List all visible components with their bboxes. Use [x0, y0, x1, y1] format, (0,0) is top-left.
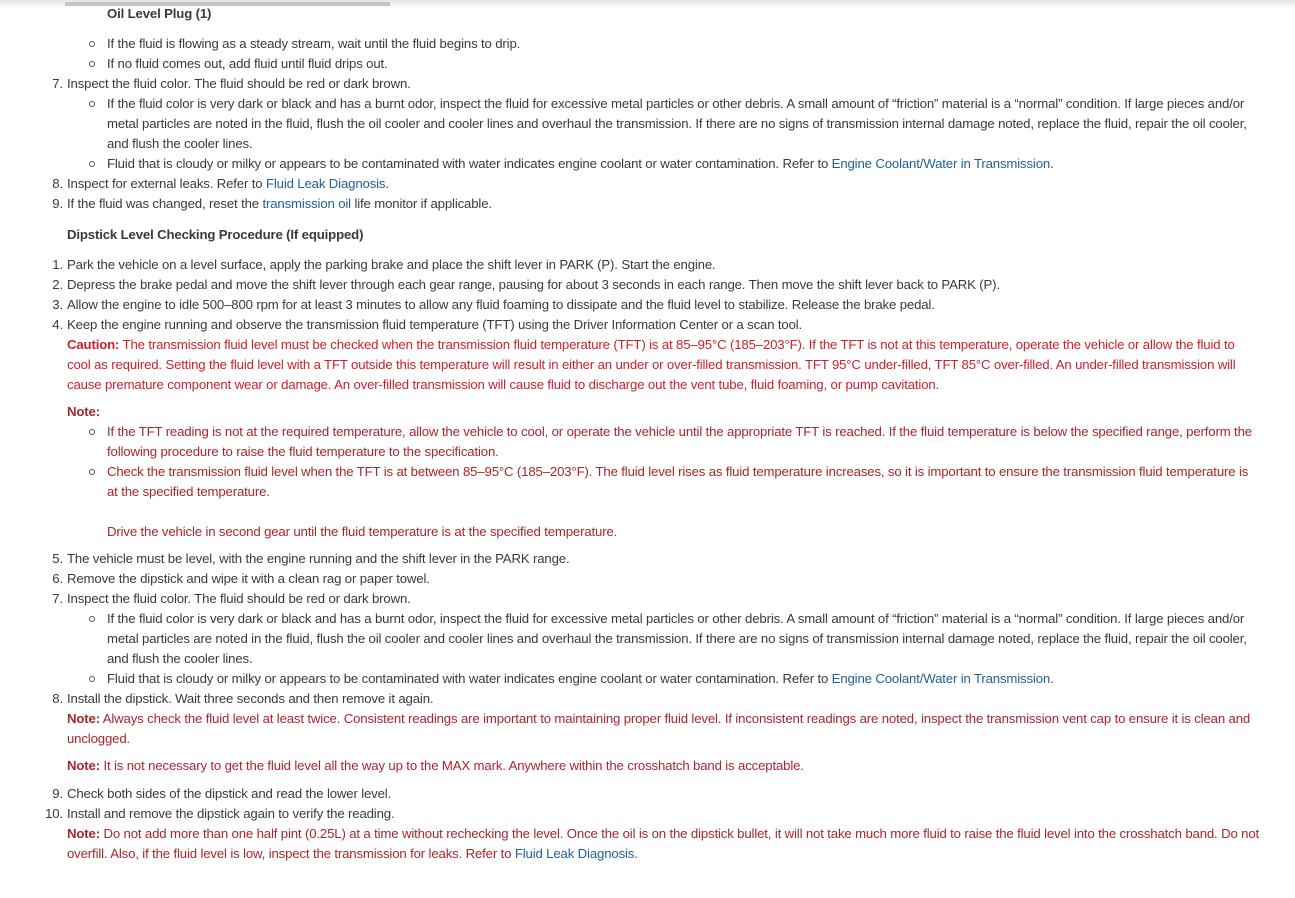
- step-text: Install the dipstick. Wait three seconds and then remove it again.: [67, 691, 434, 706]
- step-number: 10.: [45, 806, 63, 821]
- note-label: Note:: [67, 404, 100, 419]
- step-text: life monitor if applicable.: [350, 196, 492, 211]
- list-item: Fluid that is cloudy or milky or appears to be contaminated with water indicates engine coolant or water contamination. Refer to Engine Coolant/Water in Transmission.: [0, 154, 1260, 174]
- step-7: [0, 74, 1260, 94]
- transmission-oil-link[interactable]: transmission oil: [262, 196, 351, 211]
- list-item: If the fluid color is very dark or black and has a burnt odor, inspect the fluid for excessive metal particles or other debris. A small amount of “friction” material is a “normal” condition. If large pieces and/or metal particles are noted in the fluid, flush the oil cooler and cooler lines and overhaul the transmission. If there are no signs of transmission internal damage noted, replace the fluid, repair the oil cooler, and flush the cooler lines.: [0, 609, 1260, 669]
- note-label: Note:: [67, 826, 100, 841]
- step-10: [0, 804, 1260, 824]
- step-text: If the fluid was changed, reset the: [67, 196, 263, 211]
- step-text: Install and remove the dipstick again to verify the reading.: [67, 806, 395, 821]
- step-number: 8.: [52, 691, 63, 706]
- list-item: If the fluid color is very dark or black and has a burnt odor, inspect the fluid for excessive metal particles or other debris. A small amount of “friction” material is a “normal” condition. If large pieces and/or metal particles are noted in the fluid, flush the oil cooler and cooler lines and overhaul the transmission. If there are no signs of transmission internal damage noted, replace the fluid, repair the oil cooler, and flush the cooler lines.: [0, 94, 1260, 154]
- step-1: [0, 255, 1260, 275]
- engine-coolant-link[interactable]: Engine Coolant/Water in Transmission: [831, 671, 1051, 686]
- section-heading: Dipstick Level Checking Procedure (If equipped): [67, 227, 364, 242]
- list-item: Fluid that is cloudy or milky or appears to be contaminated with water indicates engine coolant or water contamination. Refer to Engine Coolant/Water in Transmission.: [0, 669, 1260, 689]
- note-text: It is not necessary to get the fluid level all the way up to the MAX mark. Anywhere within the crosshatch band is acceptable.: [99, 758, 804, 773]
- fluid-leak-diagnosis-link[interactable]: Fluid Leak Diagnosis: [265, 176, 386, 191]
- step-number: 6.: [52, 571, 63, 586]
- step-text: Check both sides of the dipstick and read the lower level.: [67, 786, 392, 801]
- step-5: [0, 549, 1260, 569]
- step-number: 8.: [52, 176, 63, 191]
- note-text: Check the transmission fluid level when the TFT is at between 85–95°C (185–203°F). The fluid level rises as fluid temperature increases, so it is important to ensure the transmission fluid temperature is at the specified temperature.: [107, 464, 1249, 499]
- step-4: [0, 315, 1260, 335]
- note-label: Note:: [67, 758, 100, 773]
- step-number: 9.: [52, 786, 63, 801]
- step-text: Keep the engine running and observe the transmission fluid temperature (TFT) using the Driver Information Center or a scan tool.: [67, 317, 803, 332]
- step-7: [0, 589, 1260, 609]
- step-text: Remove the dipstick and wipe it with a clean rag or paper towel.: [67, 571, 430, 586]
- step-8: 8. Inspect for external leaks. Refer to Fluid Leak Diagnosis.: [0, 174, 1260, 194]
- step-number: 2.: [52, 277, 63, 292]
- step-number: 1.: [52, 257, 63, 272]
- step-text: Inspect for external leaks. Refer to: [67, 176, 266, 191]
- step-number: 9.: [52, 196, 63, 211]
- note-item: [0, 462, 1260, 542]
- step-text: Park the vehicle on a level surface, apply the parking brake and place the shift lever in PARK (P). Start the engine.: [67, 257, 716, 272]
- note-item: If the TFT reading is not at the required temperature, allow the vehicle to cool, or operate the vehicle until the appropriate TFT is reached. If the fluid temperature is below the specified range, perform the following procedure to raise the fluid temperature to the specification.: [0, 422, 1260, 462]
- step-text: Inspect the fluid color. The fluid should be red or dark brown.: [67, 591, 411, 606]
- list-item: If no fluid comes out, add fluid until fluid drips out.: [0, 54, 1260, 74]
- step-text: Allow the engine to idle 500–800 rpm for at least 3 minutes to allow any fluid foaming to dissipate and the fluid level to stabilize. Release the brake pedal.: [67, 297, 935, 312]
- note-block: Note: Do not add more than one half pint (0.25L) at a time without rechecking the level. Once the oil is on the dipstick bullet, it will not take much more fluid to raise the fluid level into the crosshatch band. Do not overfill. Also, if the fluid level is low, inspect the transmission for leaks. Refer to Fluid Leak Diagnosis.: [67, 826, 1260, 861]
- note-text: Always check the fluid level at least twice. Consistent readings are important to maintaining proper fluid level. If inconsistent readings are noted, inspect the transmission vent cap to ensure it is clean and unclogged.: [67, 711, 1251, 746]
- caution-label: Caution:: [67, 337, 120, 352]
- step-number: 5.: [52, 551, 63, 566]
- engine-coolant-link[interactable]: Engine Coolant/Water in Transmission: [831, 156, 1051, 171]
- fluid-leak-diagnosis-link[interactable]: Fluid Leak Diagnosis: [514, 846, 635, 861]
- step-9: [0, 784, 1260, 804]
- step-number: 7.: [52, 76, 63, 91]
- note-text: Drive the vehicle in second gear until the fluid temperature is at the specified temperature.: [107, 524, 618, 539]
- step-3: [0, 295, 1260, 315]
- step-text: Inspect the fluid color. The fluid should be red or dark brown.: [67, 76, 411, 91]
- note-text: Do not add more than one half pint (0.25L) at a time without rechecking the level. Once the oil is on the dipstick bullet, it will not take much more fluid to raise the fluid level into the crosshatch band. Do not overfill. Also, if the fluid level is low, inspect the transmission for leaks. Refer to: [67, 826, 1260, 861]
- caution-block: [0, 335, 1260, 395]
- figure-caption-text: Oil Level Plug (1): [107, 6, 212, 21]
- note-label: Note:: [67, 711, 100, 726]
- list-item: If the fluid is flowing as a steady stream, wait until the fluid begins to drip.: [0, 34, 1260, 54]
- note-block: [0, 756, 1260, 776]
- item-text: Fluid that is cloudy or milky or appears to be contaminated with water indicates engine coolant or water contamination. Refer to: [107, 156, 832, 171]
- step-8: [0, 689, 1260, 709]
- step-6: [0, 569, 1260, 589]
- step-text: The vehicle must be level, with the engine running and the shift lever in the PARK range.: [67, 551, 570, 566]
- step-number: 4.: [52, 317, 63, 332]
- step-number: 7.: [52, 591, 63, 606]
- item-text: Fluid that is cloudy or milky or appears to be contaminated with water indicates engine coolant or water contamination. Refer to: [107, 671, 832, 686]
- figure-caption: [0, 4, 1260, 24]
- step-text: Depress the brake pedal and move the shift lever through each gear range, pausing for about 3 seconds in each range. Then move the shift lever back to PARK (P).: [67, 277, 1000, 292]
- note-block: [0, 709, 1260, 749]
- step-number: 3.: [52, 297, 63, 312]
- caution-text: The transmission fluid level must be checked when the transmission fluid temperature (TFT) is at 85–95°C (185–203°F). If the TFT is not at this temperature, operate the vehicle or allow the fluid to cool as required. Setting the fluid level with a TFT outside this temperature will result in either an under or over-filled transmission. TFT 95°C under-filled, TFT 85°C over-filled. An under-filled transmission will cause premature component wear or damage. An over-filled transmission will cause fluid to discharge out the vent tube, fluid foaming, or pump cavitation.: [67, 337, 1236, 392]
- step-9: [0, 194, 1260, 214]
- procedure-content: [0, 4, 1260, 864]
- step-2: [0, 275, 1260, 295]
